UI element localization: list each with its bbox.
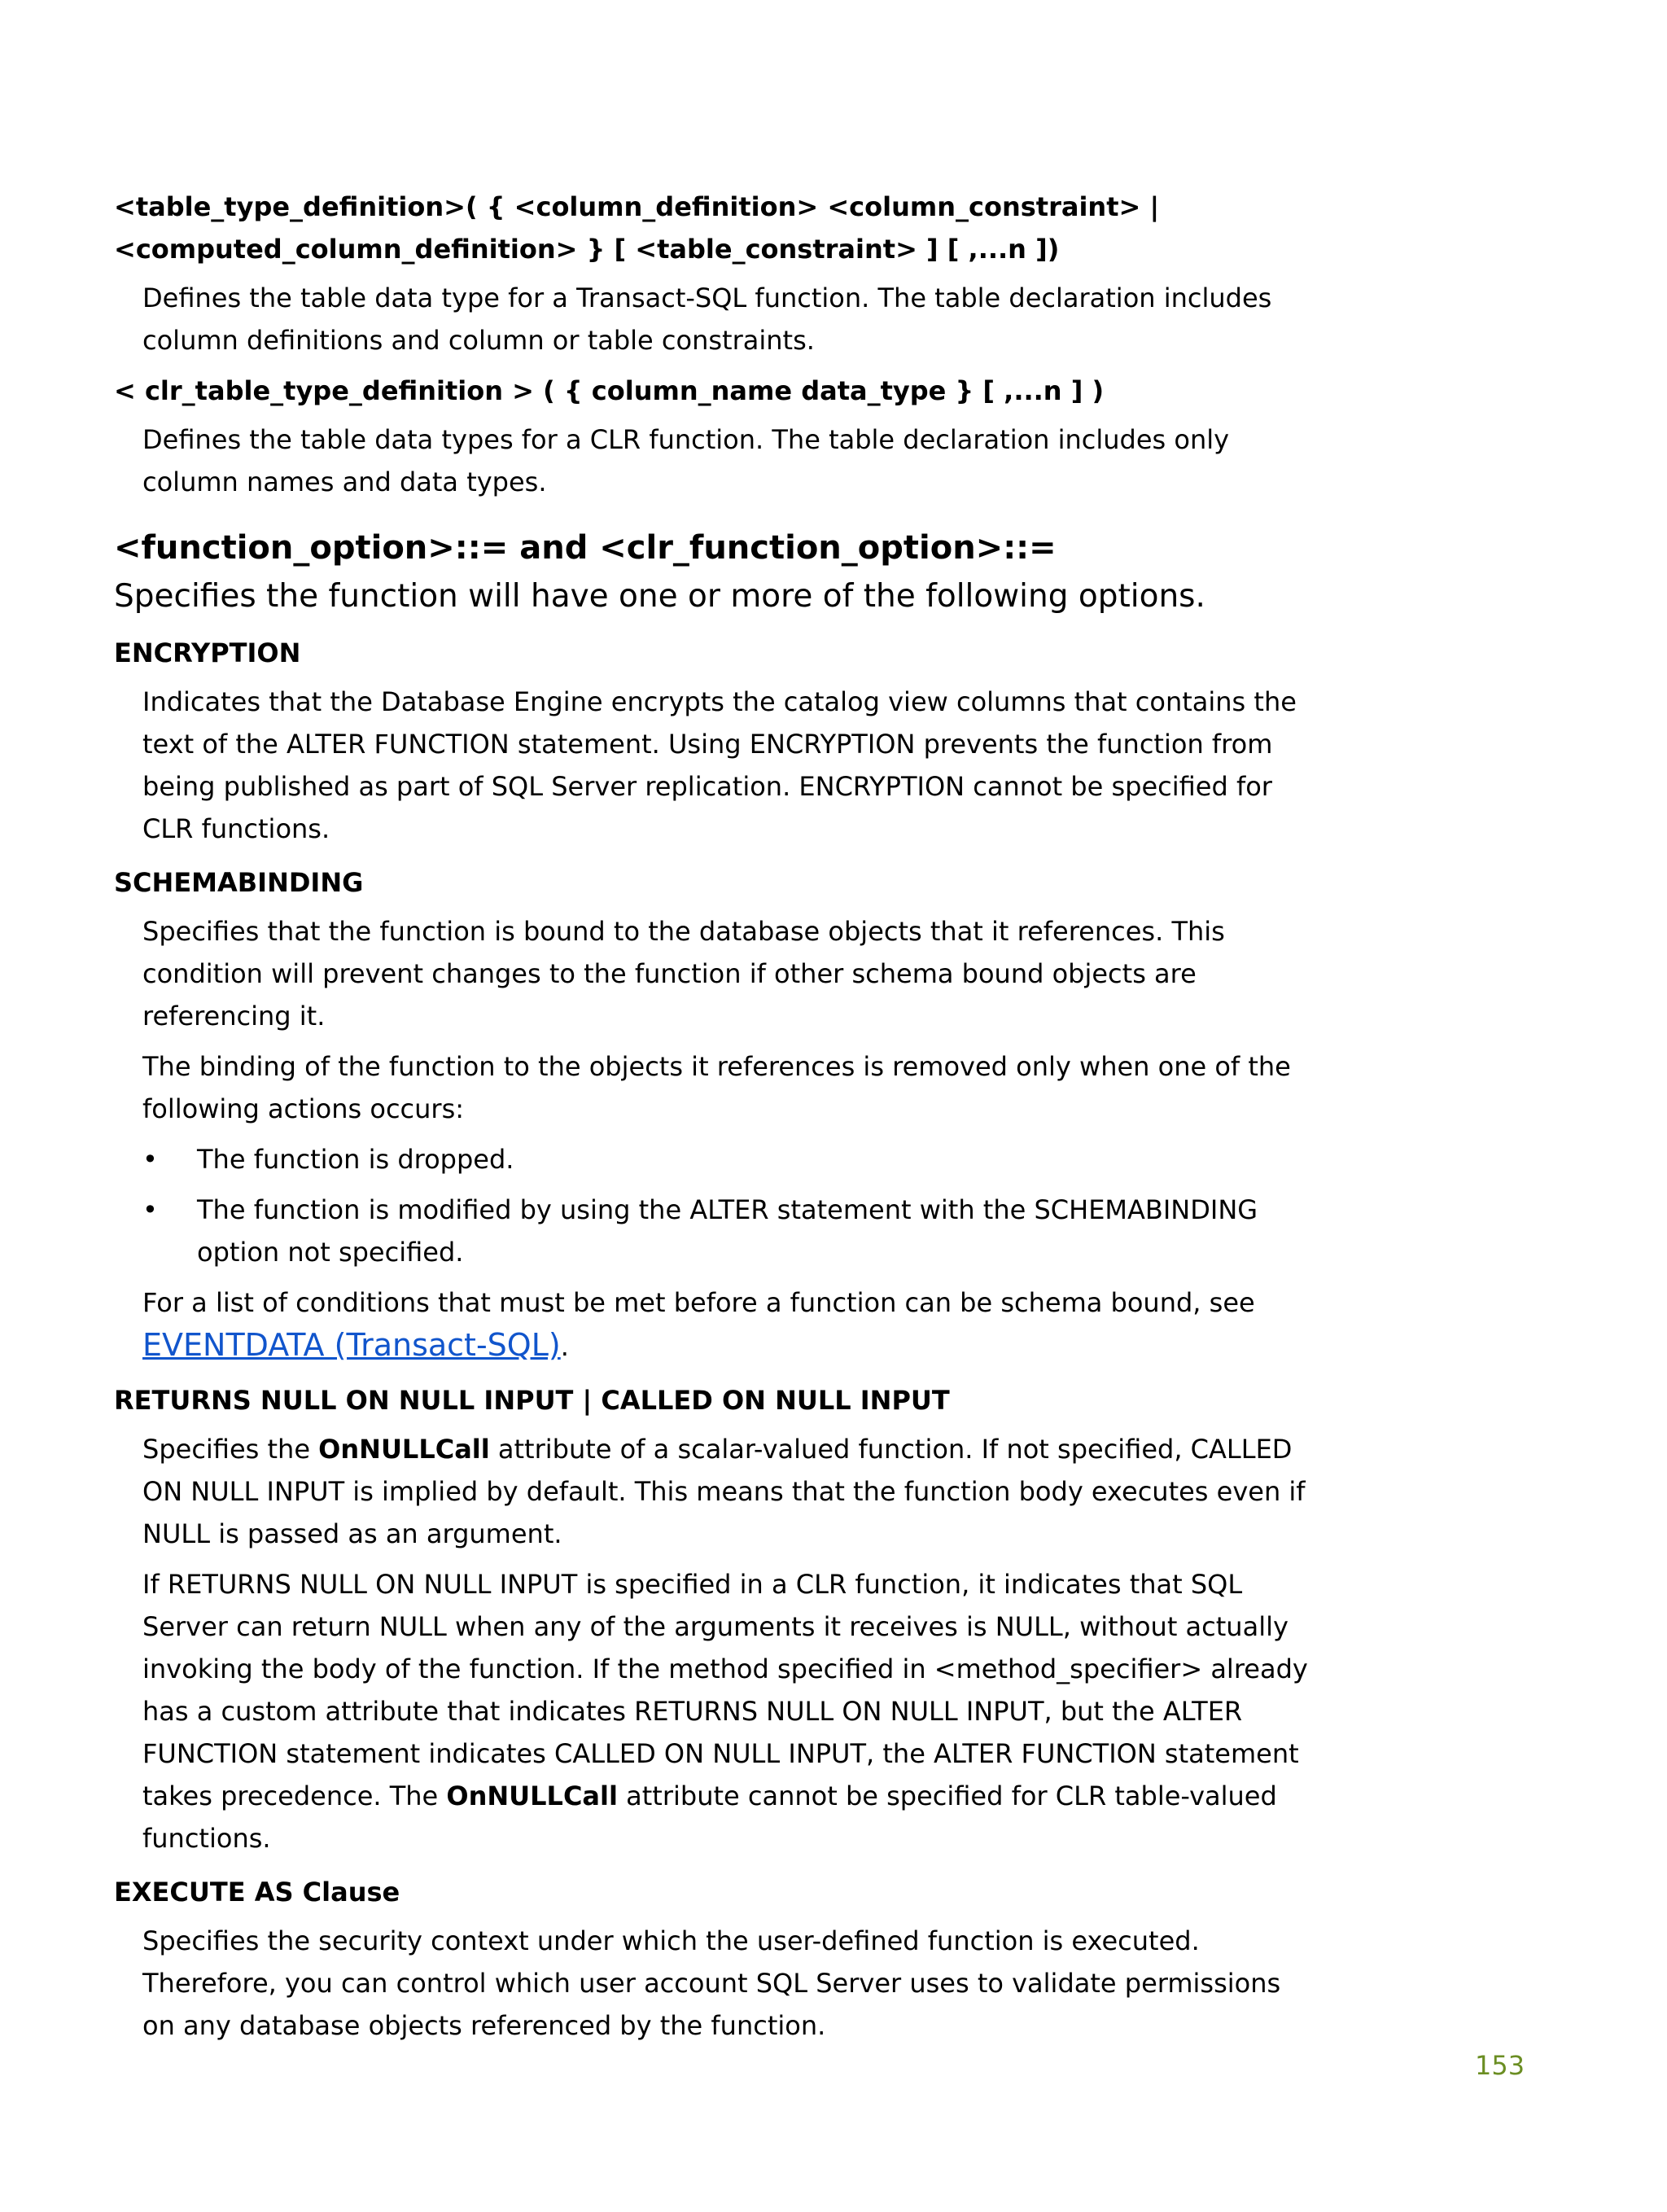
execute-as-description: Specifies the security context under which the user-defined function is executed. Therefore, you can control which user account SQL Server uses to validate permissions on any database objects referenced by the function. [142,1925,1281,2041]
syntax-table-type-definition [114,186,1286,270]
term-returns-null-on-null-input: RETURNS NULL ON NULL INPUT | CALLED ON NULL INPUT [114,1385,950,1416]
schemabinding-description-3 [142,1281,1319,1368]
text-fragment: Specifies the [142,1434,319,1465]
list-item [142,1138,1286,1180]
document-page [114,186,1308,2055]
schemabinding-description-2: The binding of the function to the objects it references is removed only when one of the following actions occurs: [142,1051,1291,1124]
bullet-icon: • [142,1194,158,1225]
syntax-table-type-description: Defines the table data type for a Transact-SQL function. The table declaration includes column definitions and column or table constraints. [142,283,1272,356]
text-fragment: attribute cannot be specified for CLR table-valued functions. [142,1781,1277,1854]
schema-bound-conditions-text: For a list of conditions that must be met before a function can be schema bound, see [142,1287,1255,1318]
onnullcall-term: OnNULLCall [318,1434,490,1465]
returns-null-description-2 [142,1563,1319,1859]
text-fragment: attribute of a scalar-valued function. If not specified, CALLED ON NULL INPUT is implied by default. This means that the function body executes even if NULL is passed as an argument. [142,1434,1306,1549]
syntax-clr-table-type-definition: < clr_table_type_definition > ( { column_name data_type } [ ,...n ] ) [114,375,1105,406]
page-number: 153 [1475,2050,1525,2081]
text-fragment: If RETURNS NULL ON NULL INPUT is specified in a CLR function, it indicates that SQL Server can return NULL when any of the arguments it receives is NULL, without actually invoking the body of the function. If the method specified in <method_specifier> already has a custom attribute that indicates RETURNS NULL ON NULL INPUT, but the ALTER FUNCTION statement indicates CALLED ON NULL INPUT, the ALTER FUNCTION statement takes precedence. The [142,1569,1308,1811]
term-execute-as-clause: EXECUTE AS Clause [114,1877,400,1908]
list-item-text: The function is modified by using the ALTER statement with the SCHEMABINDING option not specified. [197,1194,1258,1268]
section-intro: Specifies the function will have one or more of the following options. [114,578,1205,615]
returns-null-description-1 [142,1428,1319,1555]
term-schemabinding: SCHEMABINDING [114,867,364,898]
list-item [142,1189,1286,1273]
eventdata-link[interactable]: EVENTDATA (Transact-SQL) [142,1327,561,1363]
term-encryption: ENCRYPTION [114,637,301,668]
period: . [560,1331,569,1362]
syntax-line-1: <table_type_definition>( { <column_definition> <column_constraint> | [114,191,1160,222]
bullet-icon: • [142,1144,158,1175]
syntax-clr-table-type-description: Defines the table data types for a CLR function. The table declaration includes only column names and data types. [142,424,1230,497]
list-item-text: The function is dropped. [197,1144,514,1175]
syntax-line-2: <computed_column_definition> } [ <table_constraint> ] [ ,...n ]) [114,234,1060,265]
encryption-description: Indicates that the Database Engine encrypts the catalog view columns that contains the text of the ALTER FUNCTION statement. Using ENCRYPTION prevents the function from being published as part of SQL Server replication. ENCRYPTION cannot be specified for CLR functions. [142,686,1297,844]
onnullcall-term: OnNULLCall [446,1781,618,1811]
schemabinding-description-1: Specifies that the function is bound to the database objects that it references. This condition will prevent changes to the function if other schema bound objects are referencing it. [142,916,1225,1032]
section-heading-function-option: <function_option>::= and <clr_function_option>::= [114,529,1057,567]
